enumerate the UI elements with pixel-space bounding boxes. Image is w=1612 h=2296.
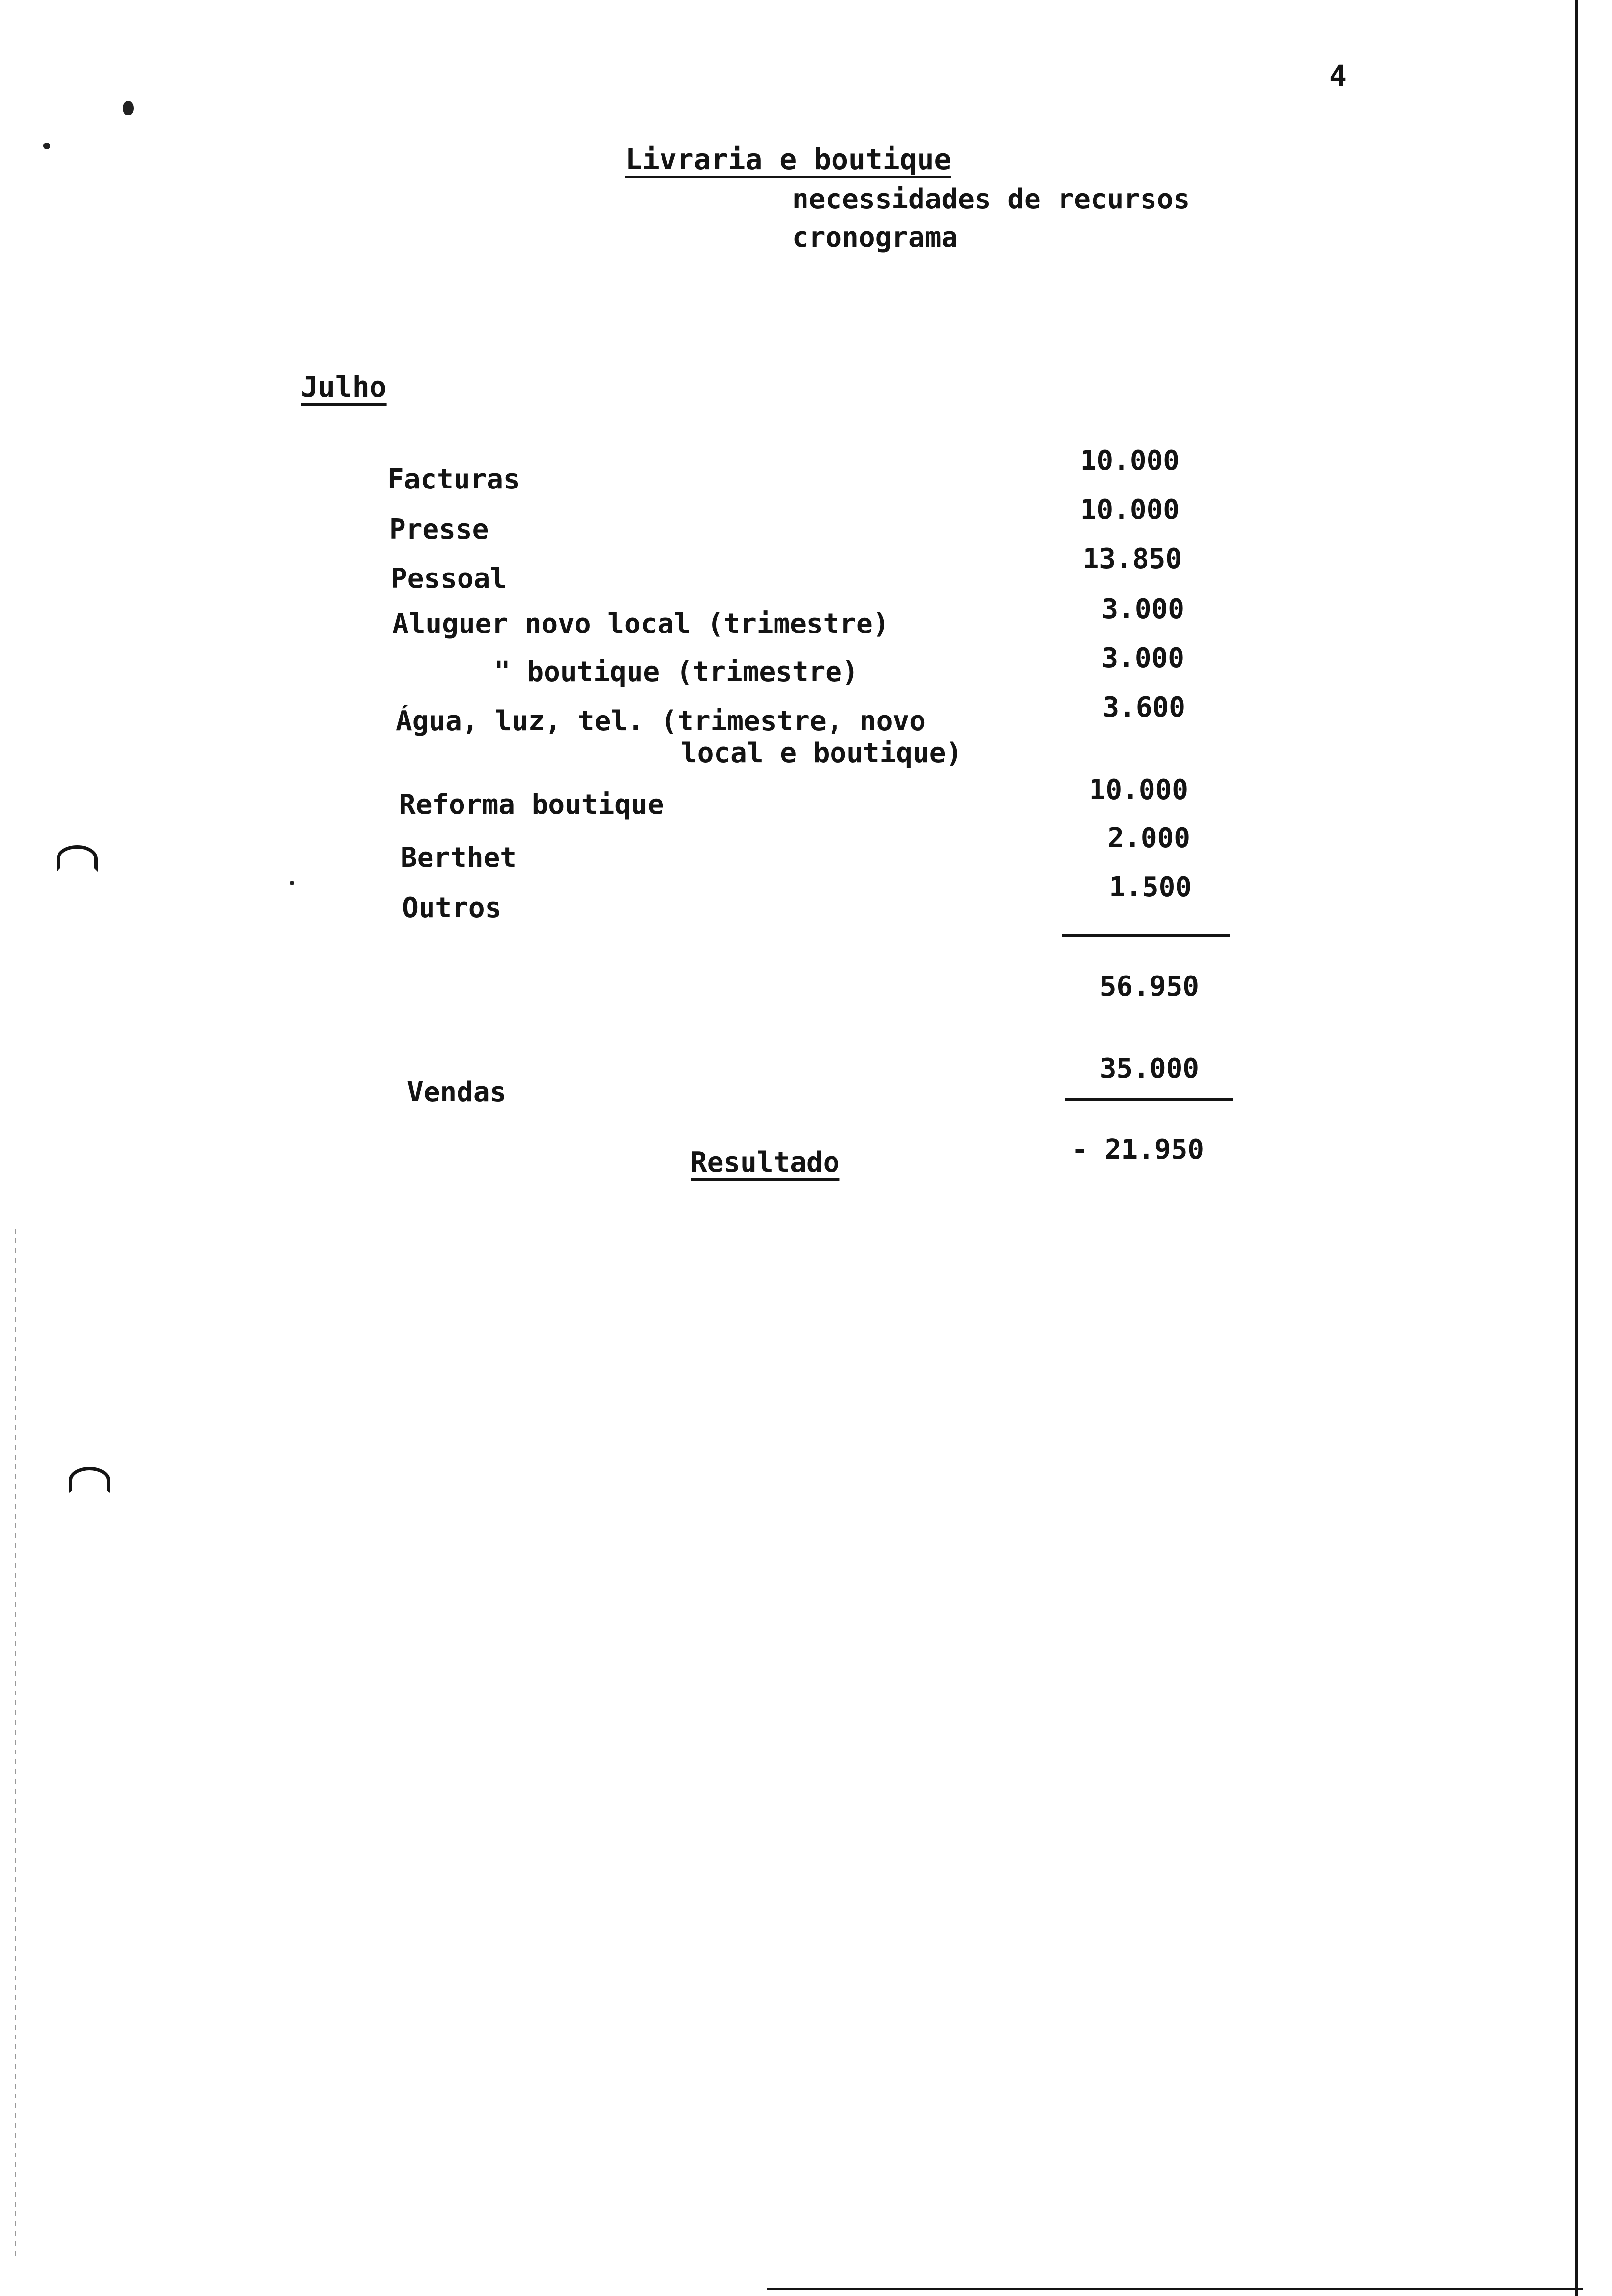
item-value: 3.000 (1101, 593, 1184, 625)
punch-hole-mark (69, 1467, 110, 1493)
item-value: 2.000 (1107, 822, 1190, 854)
total-value: 56.950 (1099, 971, 1199, 1003)
item-label: Berthet (401, 842, 517, 874)
document-title: Livraria e boutique (625, 143, 951, 176)
subtotal-rule (1062, 934, 1230, 937)
result-value: - 21.950 (1071, 1134, 1204, 1166)
item-value: 10.000 (1089, 774, 1188, 806)
item-label: Facturas (387, 463, 520, 495)
item-label: Água, luz, tel. (trimestre, novo (396, 705, 926, 737)
item-value: 13.850 (1082, 543, 1182, 575)
item-label: Reforma boutique (399, 789, 664, 821)
month-heading: Julho (301, 370, 387, 403)
item-value: 10.000 (1080, 445, 1180, 477)
page-border-bottom (767, 2288, 1583, 2290)
sales-value: 35.000 (1099, 1053, 1199, 1085)
punch-hole-mark (57, 845, 98, 872)
scan-dot (43, 143, 50, 149)
item-value: 10.000 (1080, 494, 1180, 526)
scan-dashed-edge (15, 1229, 16, 2261)
sales-label: Vendas (407, 1076, 507, 1108)
result-label: Resultado (691, 1147, 840, 1178)
item-label: Presse (389, 514, 489, 545)
sales-rule (1065, 1098, 1233, 1101)
document-subtitle: necessidades de recursos (792, 183, 1190, 215)
item-label: Pessoal (391, 563, 507, 595)
scan-dot (290, 881, 294, 885)
item-label: Aluguer novo local (trimestre) (392, 608, 890, 640)
item-value: 1.500 (1109, 871, 1192, 903)
item-label: " boutique (trimestre) (494, 656, 859, 688)
scan-dot (123, 101, 134, 115)
page-border-right (1575, 0, 1578, 2296)
document-subtitle: cronograma (792, 222, 958, 254)
page-number: 4 (1329, 59, 1347, 92)
item-label: Outros (402, 892, 502, 924)
item-label-continuation: local e boutique) (681, 737, 963, 769)
item-value: 3.600 (1102, 691, 1185, 723)
item-value: 3.000 (1101, 642, 1184, 674)
